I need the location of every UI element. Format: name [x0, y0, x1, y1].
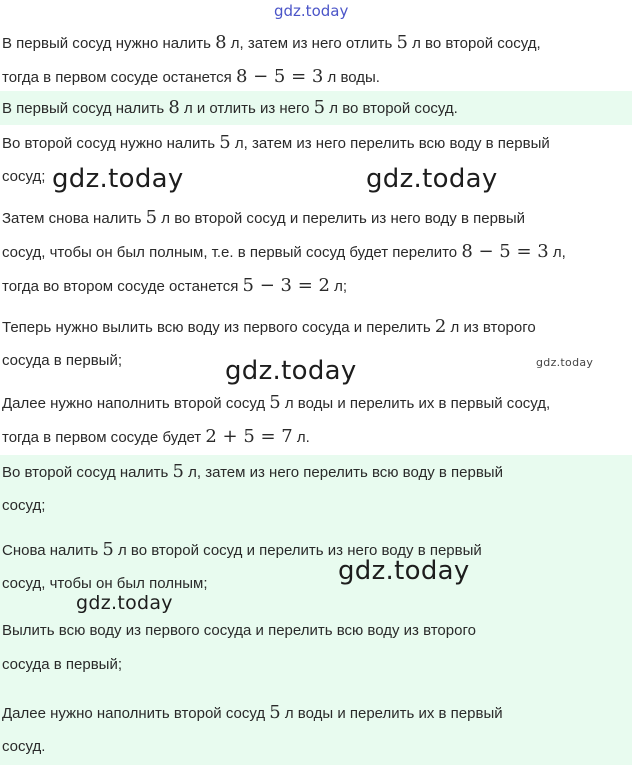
math-value: 5	[396, 32, 408, 53]
math-expression: 2 + 5 = 7	[205, 426, 293, 447]
text-line: Теперь нужно вылить всю воду из первого сосуда и перелить 2 л из второго	[2, 316, 536, 337]
math-value: 5	[269, 392, 281, 413]
text-line: сосуда в первый;	[2, 656, 123, 673]
text-line: Снова налить 5 л во второй сосуд и перелить из него воду в первый	[2, 539, 482, 560]
text-line: Во второй сосуд налить 5 л, затем из него перелить всю воду в первый	[2, 461, 503, 482]
text-line: Далее нужно наполнить второй сосуд 5 л воды и перелить их в первый сосуд,	[2, 392, 551, 413]
math-value: 8	[215, 32, 227, 53]
math-value: 8	[168, 97, 180, 118]
text-line: Затем снова налить 5 л во второй сосуд и перелить из него воду в первый	[2, 207, 526, 228]
paragraph-9	[0, 614, 632, 682]
text-line: сосуда в первый;	[2, 352, 123, 369]
watermark: gdz.today	[338, 556, 470, 586]
text-line: сосуд;	[2, 497, 46, 514]
text-line: Во второй сосуд нужно налить 5 л, затем из него перелить всю воду в первый	[2, 132, 550, 153]
text-line: Вылить всю воду из первого сосуда и перелить всю воду из второго	[2, 622, 476, 639]
paragraph-8	[0, 533, 632, 601]
paragraph-1	[0, 26, 632, 94]
math-value: 5	[172, 461, 184, 482]
math-value: 5	[102, 539, 114, 560]
watermark: gdz.today	[366, 164, 498, 194]
paragraph-10	[0, 696, 632, 764]
watermark-top: gdz.today	[274, 2, 349, 20]
text-line: В первый сосуд нужно налить 8 л, затем из него отлить 5 л во второй сосуд,	[2, 32, 541, 53]
math-expression: 5 − 3 = 2	[242, 275, 330, 296]
text-line: тогда во втором сосуде останется 5 − 3 = 2 л;	[2, 275, 348, 296]
text-line: тогда в первом сосуде будет 2 + 5 = 7 л.	[2, 426, 310, 447]
math-value: 5	[145, 207, 158, 228]
watermark: gdz.today	[225, 356, 357, 386]
watermark: gdz.today	[536, 356, 594, 369]
math-expression: 8 − 5 = 3	[461, 241, 549, 262]
watermark: gdz.today	[76, 592, 173, 614]
math-value: 2	[434, 316, 447, 337]
paragraph-2	[0, 91, 632, 125]
text-line: сосуд, чтобы он был полным, т.е. в первый сосуд будет перелито 8 − 5 = 3 л,	[2, 241, 566, 262]
watermark: gdz.today	[52, 164, 184, 194]
text-line: сосуд.	[2, 738, 46, 755]
paragraph-7	[0, 455, 632, 523]
text-line: сосуд, чтобы он был полным;	[2, 575, 208, 592]
text-line: сосуд;	[2, 168, 46, 185]
paragraph-6	[0, 386, 632, 454]
math-value: 5	[269, 702, 281, 723]
math-value: 5	[219, 132, 231, 153]
paragraph-4	[0, 201, 632, 303]
text-line: Далее нужно наполнить второй сосуд 5 л воды и перелить их в первый	[2, 702, 503, 723]
math-expression: 8 − 5 = 3	[235, 66, 324, 87]
text-line: В первый сосуд налить 8 л и отлить из него 5 л во второй сосуд.	[2, 97, 458, 118]
text-line: тогда в первом сосуде останется 8 − 5 = 3 л воды.	[2, 66, 380, 87]
math-value: 5	[313, 97, 326, 118]
